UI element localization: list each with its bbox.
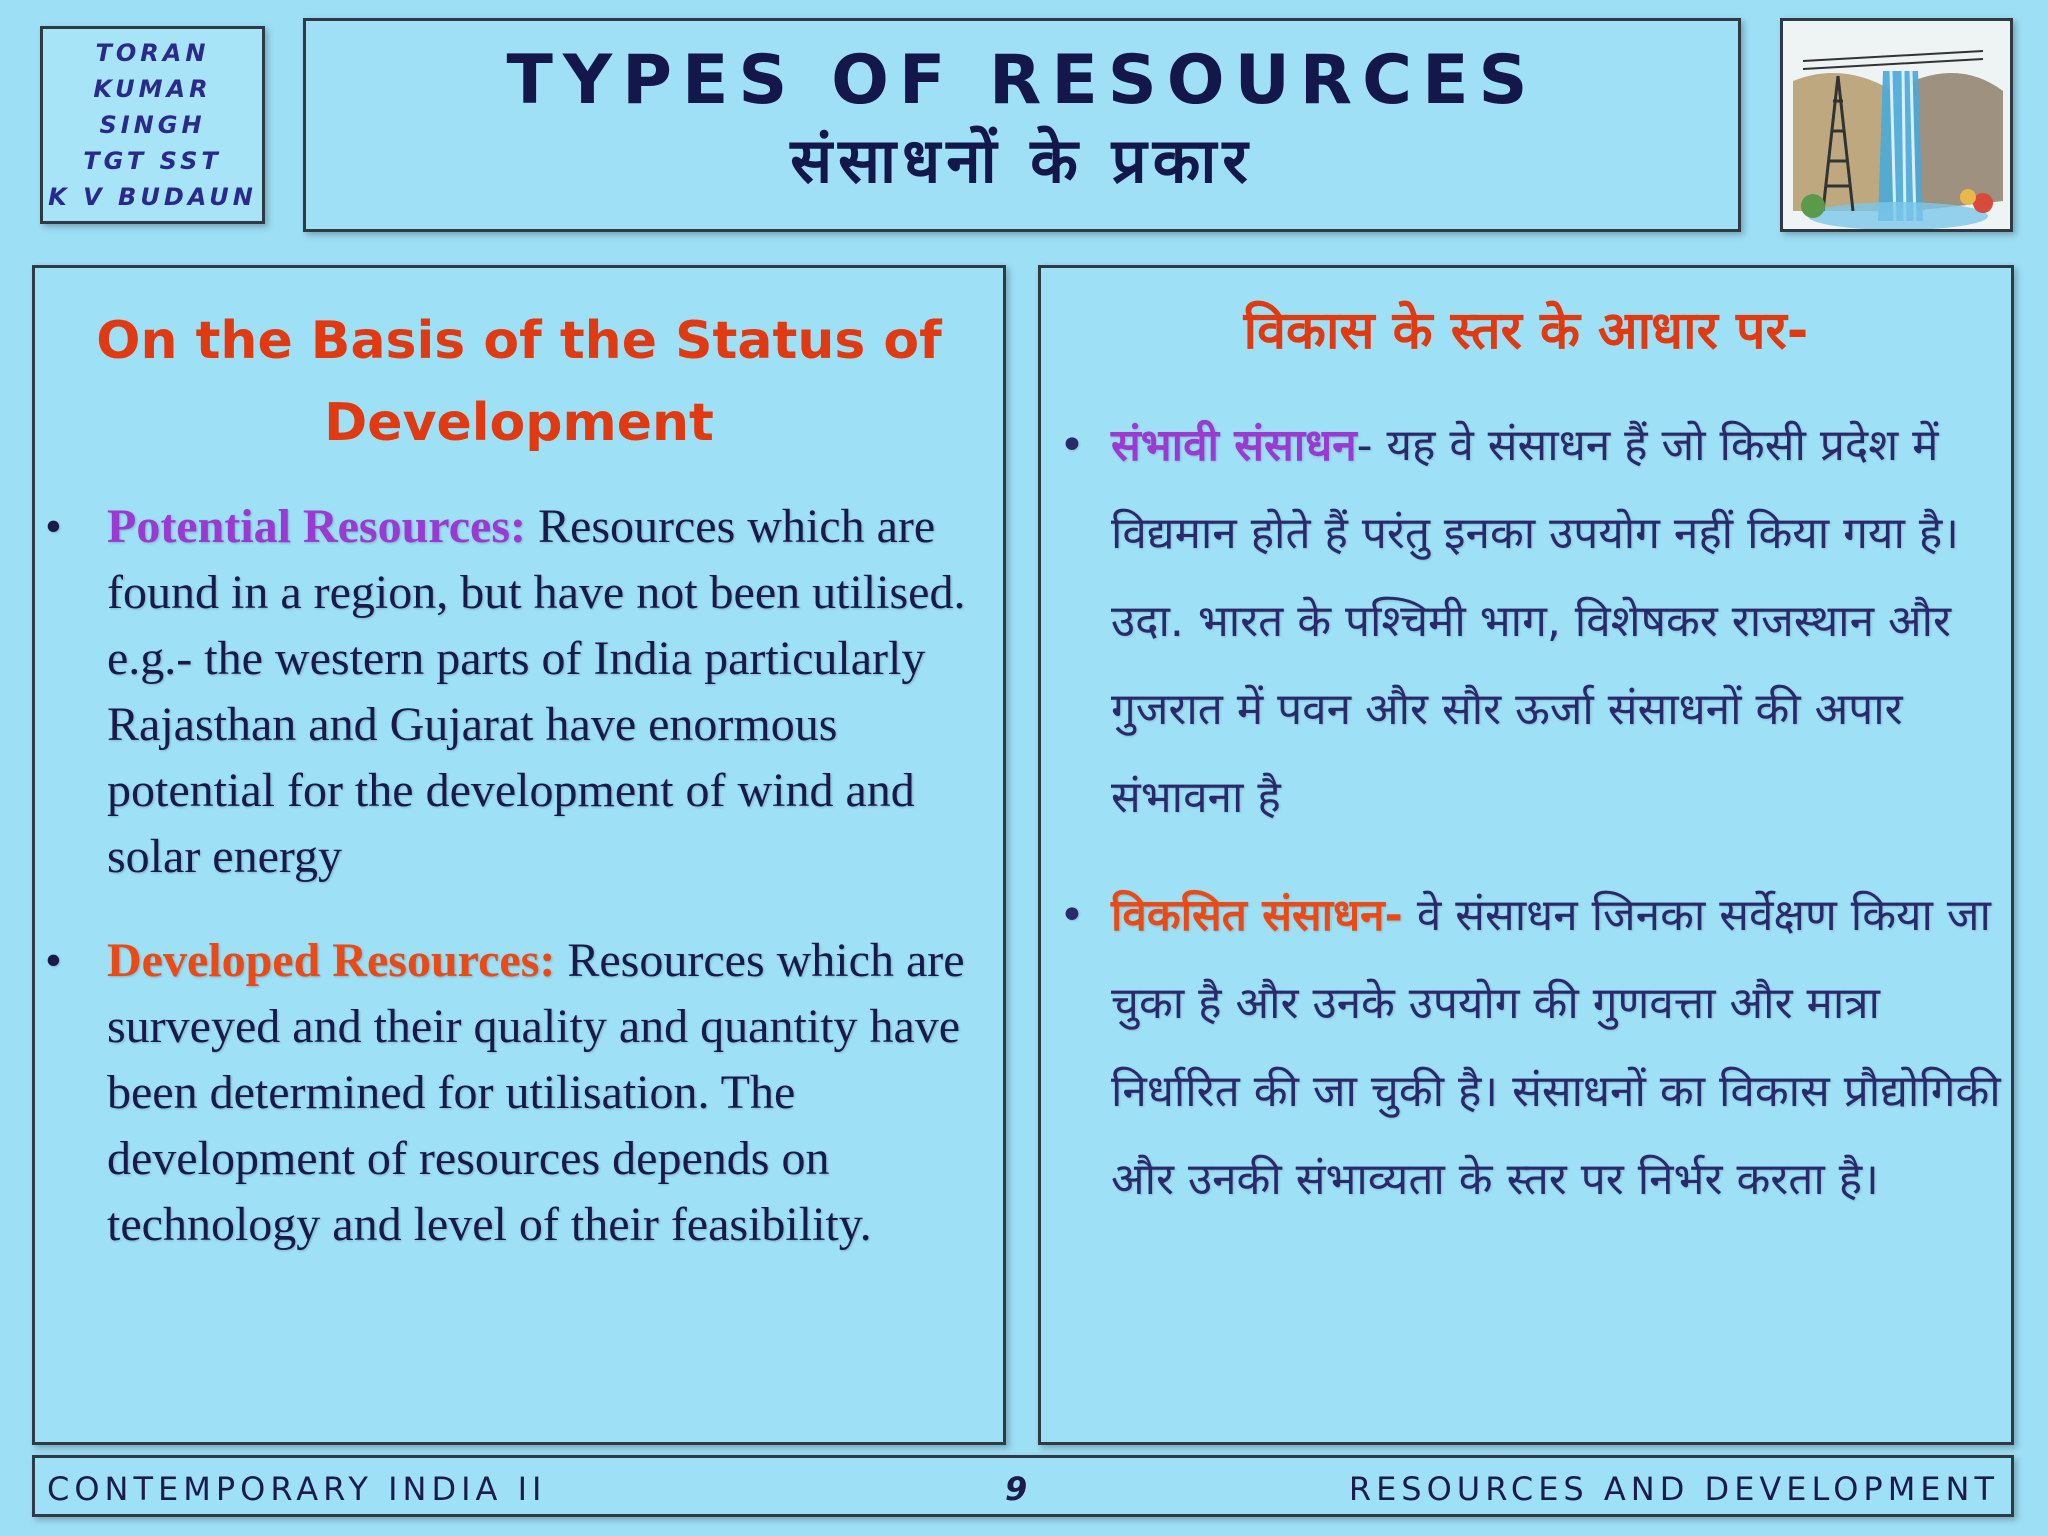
list-item — [35, 928, 1003, 1258]
author-line: SINGH — [99, 111, 206, 139]
page-title-english: TYPES OF RESOURCES — [506, 41, 1538, 120]
hindi-section-heading: विकास के स्तर के आधार पर- — [1243, 301, 1809, 361]
english-bullet-list — [35, 494, 1003, 1258]
logo-image — [1780, 18, 2013, 232]
author-line: TGT SST — [83, 147, 222, 175]
potential-resources-text-hindi: - यह वे संसाधन हैं जो किसी प्रदेश में विद्यमान होते हैं परंतु इनका उपयोग नहीं किया गया है। उदा. भारत के पश्चिमी भाग, विशेषकर राजस्थान और गुजरात में पवन और सौर ऊर्जा संसाधनों की अपार संभावना है — [1111, 420, 1959, 823]
footer-bar — [32, 1455, 2014, 1517]
english-content-panel — [32, 265, 1006, 1445]
title-box — [303, 18, 1741, 232]
waterfall-transmission-tower-illustration-icon — [1783, 21, 2010, 229]
footer-book-title: CONTEMPORARY INDIA II — [47, 1470, 547, 1508]
developed-resources-text: Resources which are surveyed and their quality and quantity have been determined for utilisation. The development of resources depends on technology and level of their feasibility. — [107, 934, 965, 1251]
list-item — [35, 494, 1003, 890]
potential-resources-text: Resources which are found in a region, but have not been utilised. e.g.- the western parts of India particularly Rajasthan and Gujarat have enormous potential for the development of wind and solar energy — [107, 500, 966, 883]
list-item — [1041, 402, 2011, 842]
developed-resources-term-hindi: विकसित संसाधन- — [1111, 890, 1403, 941]
author-line: KUMAR — [93, 75, 212, 103]
developed-resources-text-hindi: वे संसाधन जिनका सर्वेक्षण किया जा चुका है और उनके उपयोग की गुणवत्ता और मात्रा निर्धारित की जा चुकी है। संसाधनों का विकास प्रौद्योगिकी और उनकी संभाव्यता के स्तर पर निर्भर करता है। — [1111, 890, 2001, 1205]
author-credit-box — [40, 26, 265, 224]
english-section-heading — [35, 300, 1003, 464]
author-line: TORAN — [95, 39, 210, 67]
page-number: 9 — [1005, 1470, 1028, 1508]
developed-resources-term: Developed Resources: — [107, 934, 556, 987]
hindi-content-panel — [1038, 265, 2014, 1445]
author-line: K V BUDAUN — [48, 183, 257, 211]
list-item — [1041, 872, 2011, 1224]
potential-resources-term-hindi: संभावी संसाधन — [1111, 420, 1357, 471]
hindi-bullet-list — [1041, 402, 2011, 1224]
heading-line: Development — [324, 393, 714, 453]
footer-chapter-title: RESOURCES AND DEVELOPMENT — [1348, 1470, 1999, 1508]
page-title-hindi: संसाधनों के प्रकार — [790, 124, 1254, 197]
potential-resources-term: Potential Resources: — [107, 500, 527, 553]
heading-line: On the Basis of the Status of — [96, 311, 942, 371]
